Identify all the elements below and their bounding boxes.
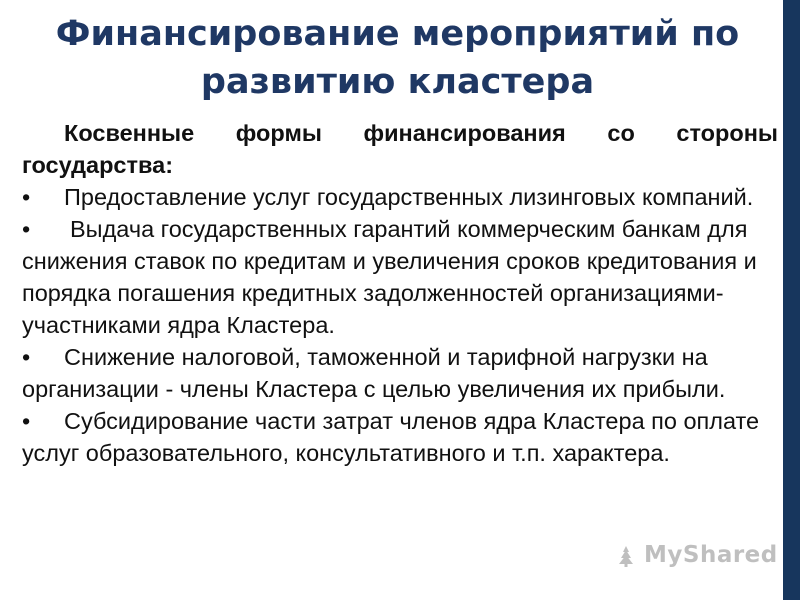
section-heading: Косвенные формы финансирования со стороны государства: bbox=[22, 120, 778, 178]
list-item-text: Субсидирование части затрат членов ядра Кластера по оплате услуг образовательного, консультативного и т.п. характера. bbox=[22, 408, 760, 466]
bullet: • bbox=[22, 344, 31, 370]
list-item-text: Предоставление услуг государственных лизинговых компаний. bbox=[64, 184, 754, 210]
bullet: • bbox=[22, 184, 31, 210]
side-accent-bar bbox=[783, 0, 800, 600]
list-item-text: Выдача государственных гарантий коммерческим банкам для снижения ставок по кредитам и увеличения сроков кредитования и порядка погашения кредитных задолженностей организациями-участниками ядра Кластера. bbox=[22, 216, 757, 338]
list-item bbox=[22, 341, 778, 405]
slide-body bbox=[22, 117, 778, 469]
title-line-1: Финансирование мероприятий по bbox=[55, 14, 740, 54]
watermark bbox=[614, 540, 778, 574]
title-line-2: развитию кластера bbox=[200, 62, 595, 102]
bullet: • bbox=[22, 216, 31, 242]
list-item-text: Снижение налоговой, таможенной и тарифной нагрузки на организации - члены Кластера с целью увеличения их прибыли. bbox=[22, 344, 726, 402]
list-item bbox=[22, 405, 778, 469]
list-item bbox=[22, 181, 778, 213]
slide-title bbox=[20, 10, 775, 106]
myshared-logo-icon bbox=[614, 544, 638, 568]
bullet: • bbox=[22, 408, 31, 434]
watermark-text: MyShared bbox=[644, 542, 778, 568]
list-item bbox=[22, 213, 778, 341]
